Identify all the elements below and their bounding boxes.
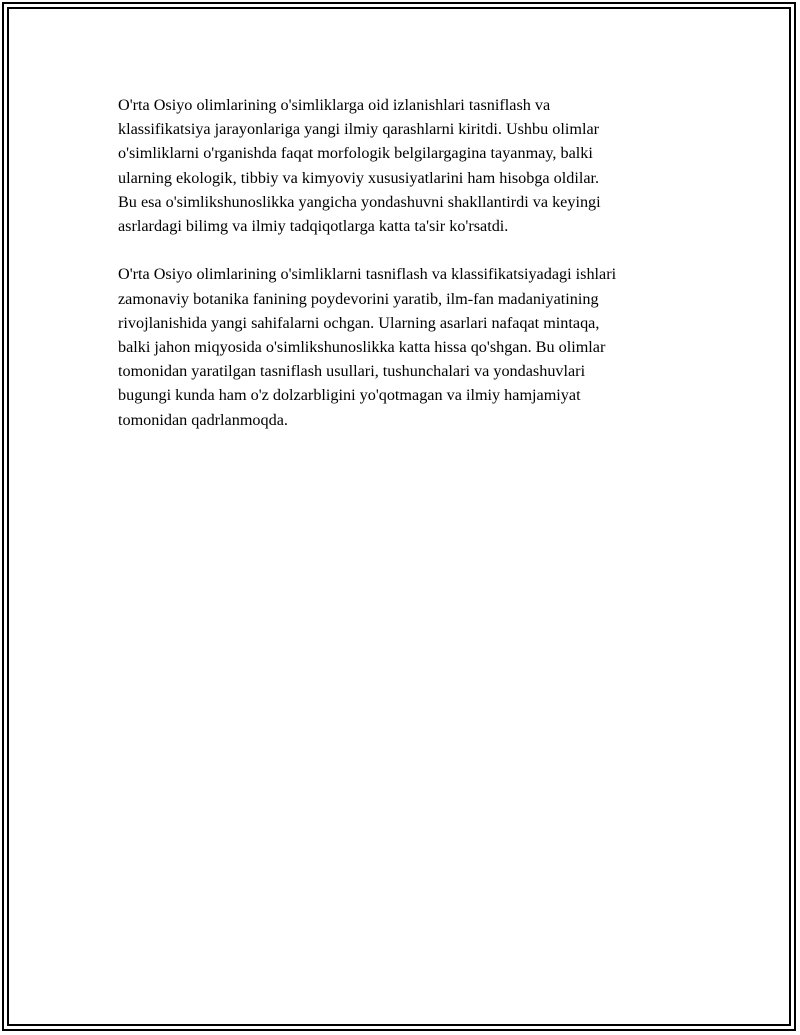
paragraph-1: O'rta Osiyo olimlarining o'simliklarga oid izlanishlari tasniflash va klassifikatsiya jarayonlariga yangi ilmiy qarashlarni kiritdi. Ushbu olimlar o'simliklarni o'rganishda faqat morfologik belgilargagina tayanmay, balki ularning ekologik, tibbiy va kimyoviy xususiyatlarini ham hisobga oldilar. Bu esa o'simlikshunoslikka yangicha yondashuvni shakllantirdi va keyingi asrlardagi bilimg va ilmiy tadqiqotlarga katta ta'sir ko'rsatdi. bbox=[118, 96, 601, 236]
paragraph-2: O'rta Osiyo olimlarining o'simliklarni tasniflash va klassifikatsiyadagi ishlari zamonaviy botanika fanining poydevorini yaratib, ilm-fan madaniyatining rivojlanishida yangi sahifalarni ochgan. Ularning asarlari nafaqat mintaqa, balki jahon miqyosida o'simlikshunoslikka katta hissa qo'shgan. Bu olimlar tomonidan yaratilgan tasniflash usullari, tushunchalari va yondashuvlari bugungi kunda ham o'z dolzarbligini yo'qotmagan va ilmiy hamjamiyat tomonidan qadrlanmoqda. bbox=[118, 265, 617, 429]
document-body bbox=[118, 93, 718, 456]
